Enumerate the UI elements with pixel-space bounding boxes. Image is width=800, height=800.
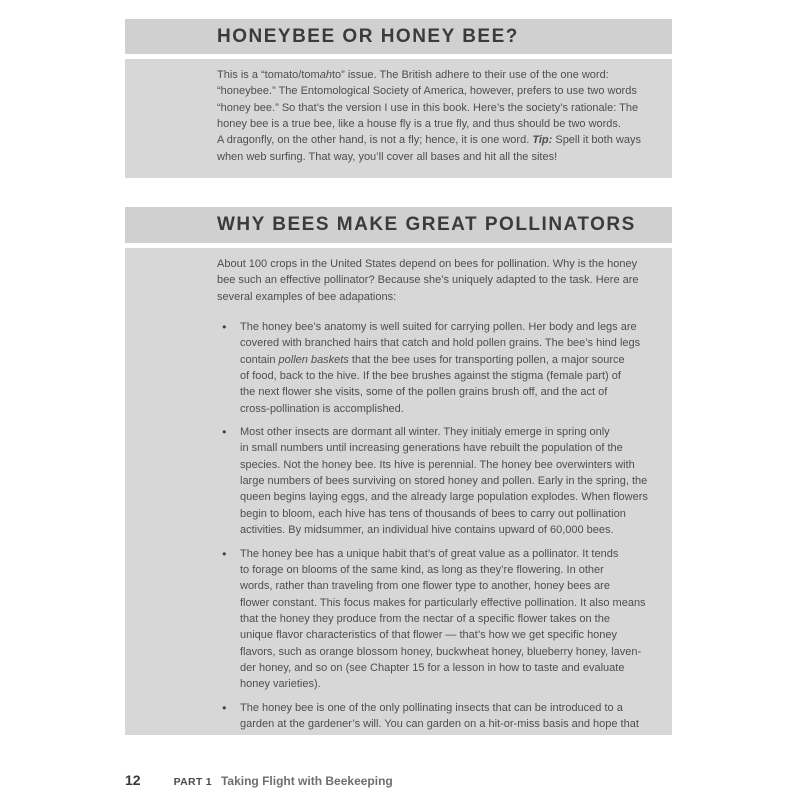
bullet-icon: ● — [222, 548, 227, 558]
text-line: that the honey they produce from the nectar of a specific flower takes on the — [240, 612, 610, 625]
text-line: to forage on blooms of the same kind, as long as they’re flowering. In other — [240, 563, 604, 576]
bee-adaptations-list — [125, 319, 672, 732]
sidebar-pollinators-title-bar — [125, 207, 672, 243]
list-item — [222, 700, 672, 733]
text-line: of food, back to the hive. If the bee brushes against the stigma (female part) of — [240, 370, 621, 383]
sidebar-pollinators-body — [125, 248, 672, 735]
list-item — [222, 319, 672, 417]
part-title: Taking Flight with Beekeeping — [220, 774, 393, 788]
sidebar-honeybee-title-bar — [125, 19, 672, 54]
list-item — [222, 424, 672, 538]
text-line: der honey, and so on (see Chapter 15 for a lesson in how to taste and evaluate — [240, 661, 625, 674]
text-line: About 100 crops in the United States depend on bees for pollination. Why is the honey — [217, 258, 638, 270]
sidebar-pollinators-title: WHY BEES MAKE GREAT POLLINATORS — [217, 214, 636, 235]
text-line: Most other insects are dormant all winter. They initialy emerge in spring only — [240, 426, 610, 439]
page-footer — [125, 772, 393, 788]
page-number: 12 — [125, 772, 141, 788]
sidebar-honeybee-title: HONEYBEE OR HONEY BEE? — [217, 25, 519, 47]
text-line: words, rather than traveling from one flower type to another, honey bees are — [240, 580, 610, 593]
text-line: activities. By midsummer, an individual hive contains upward of 60,000 bees. — [240, 524, 614, 537]
text-line: contain pollen baskets that the bee uses for transporting pollen, a major source — [240, 353, 625, 366]
text-line: queen begins laying eggs, and the already large population explodes. When flowers — [240, 491, 648, 504]
list-item-text — [240, 700, 639, 733]
text-line: honey varieties). — [240, 678, 321, 691]
text-line: flower constant. This focus makes for particularly effective pollination. It also means — [240, 596, 646, 609]
text-line: several examples of bee adapations: — [217, 290, 397, 303]
text-line: in small numbers until increasing generations have rebuilt the population of the — [240, 442, 623, 455]
text-line: flavors, such as orange blossom honey, buckwheat honey, blueberry honey, laven- — [240, 645, 642, 658]
bullet-icon: ● — [222, 427, 227, 437]
text-line: species. Not the honey bee. Its hive is perennial. The honey bee overwinters with — [240, 458, 635, 471]
text-line: The honey bee is one of the only pollinating insects that can be introduced to a — [240, 701, 623, 714]
text-line: garden at the gardener’s will. You can garden on a hit-or-miss basis and hope that — [240, 717, 639, 730]
text-line: cross-pollination is accomplished. — [240, 402, 404, 415]
text-line: unique flavor characteristics of that flower — that’s how we get specific honey — [240, 629, 618, 642]
sidebar-honeybee-text — [125, 59, 672, 165]
text-line: large numbers of bees surviving on stored honey and pollen. Early in the spring, the — [240, 475, 648, 488]
text-line: bee such an effective pollinator? Because she’s uniquely adapted to the task. Here are — [217, 274, 639, 287]
text-line: “honeybee.” The Entomological Society of America, however, prefers to use two words — [217, 85, 637, 98]
list-item-text — [240, 319, 640, 417]
text-line: begin to bloom, each hive has tens of thousands of bees to carry out pollination — [240, 507, 626, 520]
text-line: covered with branched hairs that catch and hold pollen grains. The bee’s hind legs — [240, 337, 641, 350]
sidebar-honeybee-body — [125, 59, 672, 178]
text-line: The honey bee’s anatomy is well suited for carrying pollen. Her body and legs are — [240, 321, 637, 334]
part-label: PART 1 — [173, 776, 212, 788]
bullet-icon: ● — [222, 322, 227, 332]
text-line: honey bee is a true bee, like a house fly is a true fly, and thus should be two words. — [217, 118, 621, 131]
sidebar-pollinators-intro — [125, 248, 672, 305]
text-line: “honey bee.” So that’s the version I use in this book. Here’s the society’s rationale: The — [217, 101, 639, 114]
list-item — [222, 546, 672, 693]
text-line: The honey bee has a unique habit that’s of great value as a pollinator. It tends — [240, 547, 619, 560]
text-line: This is a “tomato/tomahto” issue. The British adhere to their use of the one word: — [217, 69, 609, 81]
text-line: A dragonfly, on the other hand, is not a fly; hence, it is one word. Tip: Spell it both ways — [217, 134, 641, 147]
list-item-text — [240, 546, 646, 693]
bullet-icon: ● — [222, 702, 227, 712]
list-item-text — [240, 424, 648, 538]
text-line: when web surfing. That way, you’ll cover all bases and hit all the sites! — [217, 150, 558, 163]
text-line: the next flower she visits, some of the pollen grains brush off, and the act of — [240, 386, 608, 399]
